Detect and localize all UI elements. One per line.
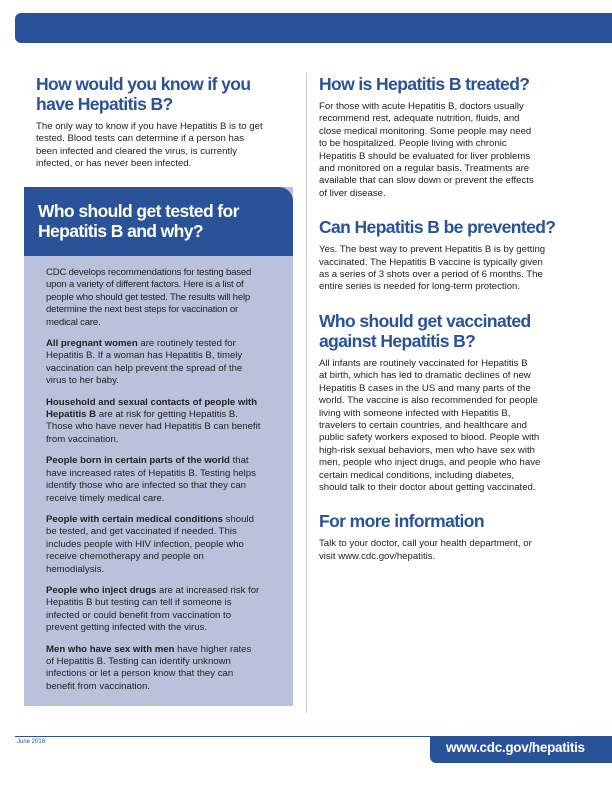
section-body-treated [319,101,569,200]
body-line: world. The vaccine is also recommended for people [319,395,538,407]
body-line: visit www.cdc.gov/hepatitis. [319,550,436,562]
body-line: of Hepatitis B. Testing can identify unknown [46,655,231,667]
body-line: receive timely medical care. [46,492,165,504]
body-line: certain medical conditions, including diabetes, [319,469,515,481]
body-line: For those with acute Hepatitis B, doctors usually [319,101,524,112]
body-line: determine the next best steps for vaccination or [46,304,238,316]
section-heading-more-info [319,511,569,531]
body-line: virus to her baby. [46,375,119,387]
section-body-more-info [319,538,569,563]
body-line: CDC develops recommendations for testing based [46,267,252,278]
item-text: should [223,513,254,525]
section-body-prevented [319,244,569,294]
testing-card-title [38,201,293,241]
body-line: should talk to their doctor about getting vaccinated. [319,481,536,493]
footer-date: June 2016 [17,739,46,745]
heading-line: Who should get vaccinated [319,310,531,331]
body-line: tested. Blood tests can determine if a person has [36,133,244,145]
heading-line: have Hepatitis B? [36,94,173,114]
item-bold: All pregnant women [46,338,138,350]
item-text: are routinely tested for [137,338,236,350]
body-line: includes people with HIV infection, people who [46,538,244,550]
body-line: infections or let a person know that they can [46,668,234,680]
body-line: identify those who are infected so that they can [46,480,246,492]
footer-url-link[interactable]: www.cdc.gov/hepatitis [446,740,585,755]
body-line: to be hospitalized. People living with chronic [319,138,507,150]
item-text: are at risk for getting Hepatitis B. [96,409,238,421]
body-line: prevent getting infected with the virus. [46,622,208,634]
left-column [36,74,294,171]
body-line: All infants are routinely vaccinated for Hepatitis B [319,357,528,369]
item-bold: People who inject drugs [46,584,157,596]
body-line: have increased rates of Hepatitis B. Testing helps [46,467,256,479]
body-line: travelers to certain countries, and healthcare and [319,419,527,431]
heading-line: How would you know if you [36,74,251,94]
body-line: at birth, which has led to dramatic declines of new [319,370,531,382]
testing-card-body [46,267,284,702]
body-line: public safety workers exposed to blood. People with [319,432,540,444]
top-banner [15,13,612,43]
card-intro [46,267,284,329]
body-line: close medical monitoring. Some people may need [319,125,532,137]
item-bold: People with certain medical conditions [46,513,223,525]
section-body-vaccinated [319,358,569,494]
heading-line: For more information [319,511,484,532]
body-line: benefit from vaccination. [46,680,150,692]
body-line: upon a variety of different factors. Here is a list of [46,279,244,291]
body-line: entire series is needed for long-term protection. [319,281,521,293]
body-line: vaccinated. The Hepatitis B vaccine is typically given [319,256,543,268]
item-text: that [229,455,249,467]
body-line: receive chemotherapy and people on [46,551,204,563]
body-line: hemodialysis. [46,563,105,575]
section-heading-vaccinated [319,311,569,351]
body-line: men, people who inject drugs, and people who have [319,457,541,469]
section-heading-know [36,74,294,114]
card-item-pregnant [46,338,284,388]
body-line: Hepatitis B cases in the US and many parts of the [319,382,531,394]
body-line: medical care. [46,316,101,328]
body-line: from vaccination. [46,433,119,445]
body-line: high-risk sexual behaviors, men who have sex with [319,444,535,456]
heading-line: Who should get tested for [38,201,239,221]
body-line: Hepatitis B should be evaluated for liver problems [319,150,531,162]
right-column [319,74,569,563]
body-line: vaccination can help prevent the spread of the [46,362,243,374]
heading-line: How is Hepatitis B treated? [319,74,530,94]
body-line: be tested, and get vaccinated if needed. This [46,526,237,538]
item-bold: Hepatitis B [46,409,97,421]
body-line: recommend rest, adequate nutrition, fluids, and [319,113,520,125]
body-line: been infected and cleared the virus, is currently [36,145,238,157]
body-line: as a series of 3 shots over a period of 6 months. The [319,269,543,281]
card-item-msm [46,644,284,694]
body-line: Talk to your doctor, call your health department, or [319,538,532,550]
body-line: Hepatitis B. If a woman has Hepatitis B, timely [46,350,243,362]
card-item-medical [46,514,284,576]
body-line: people who should get tested. The results will help [46,291,251,303]
card-item-household [46,397,284,447]
card-item-born [46,455,284,505]
testing-card-header [24,187,293,256]
body-line: Hepatitis B but testing can tell if someone is [46,597,232,609]
card-item-drugs [46,585,284,635]
heading-line: Can Hepatitis B be prevented? [319,217,556,238]
column-divider [306,73,307,713]
body-line: living with someone infected with Hepatitis B, [319,407,511,419]
item-bold: Household and sexual contacts of people with [46,396,258,408]
heading-line: Hepatitis B and why? [38,221,203,241]
item-text: have higher rates [174,643,252,655]
body-line: infected, or has never been infected. [36,158,192,170]
body-line: infected or could benefit from vaccination to [46,609,232,621]
item-bold: Men who have sex with men [46,643,175,655]
heading-line: against Hepatitis B? [319,330,476,351]
body-line: Those who have never had Hepatitis B can benefit [46,421,261,433]
body-line: of liver disease. [319,187,386,199]
item-bold: People born in certain parts of the world [46,455,230,467]
body-line: The only way to know if you have Hepatitis B is to get [36,121,263,132]
body-line: Yes. The best way to prevent Hepatitis B is by getting [319,244,546,256]
section-body-know [36,121,294,171]
body-line: and monitored on a regular basis. Treatments are [319,163,530,175]
item-text: are at increased risk for [156,584,260,596]
section-heading-prevented [319,217,569,237]
body-line: available that can slow down or prevent the effects [319,175,534,187]
section-heading-treated [319,74,569,94]
